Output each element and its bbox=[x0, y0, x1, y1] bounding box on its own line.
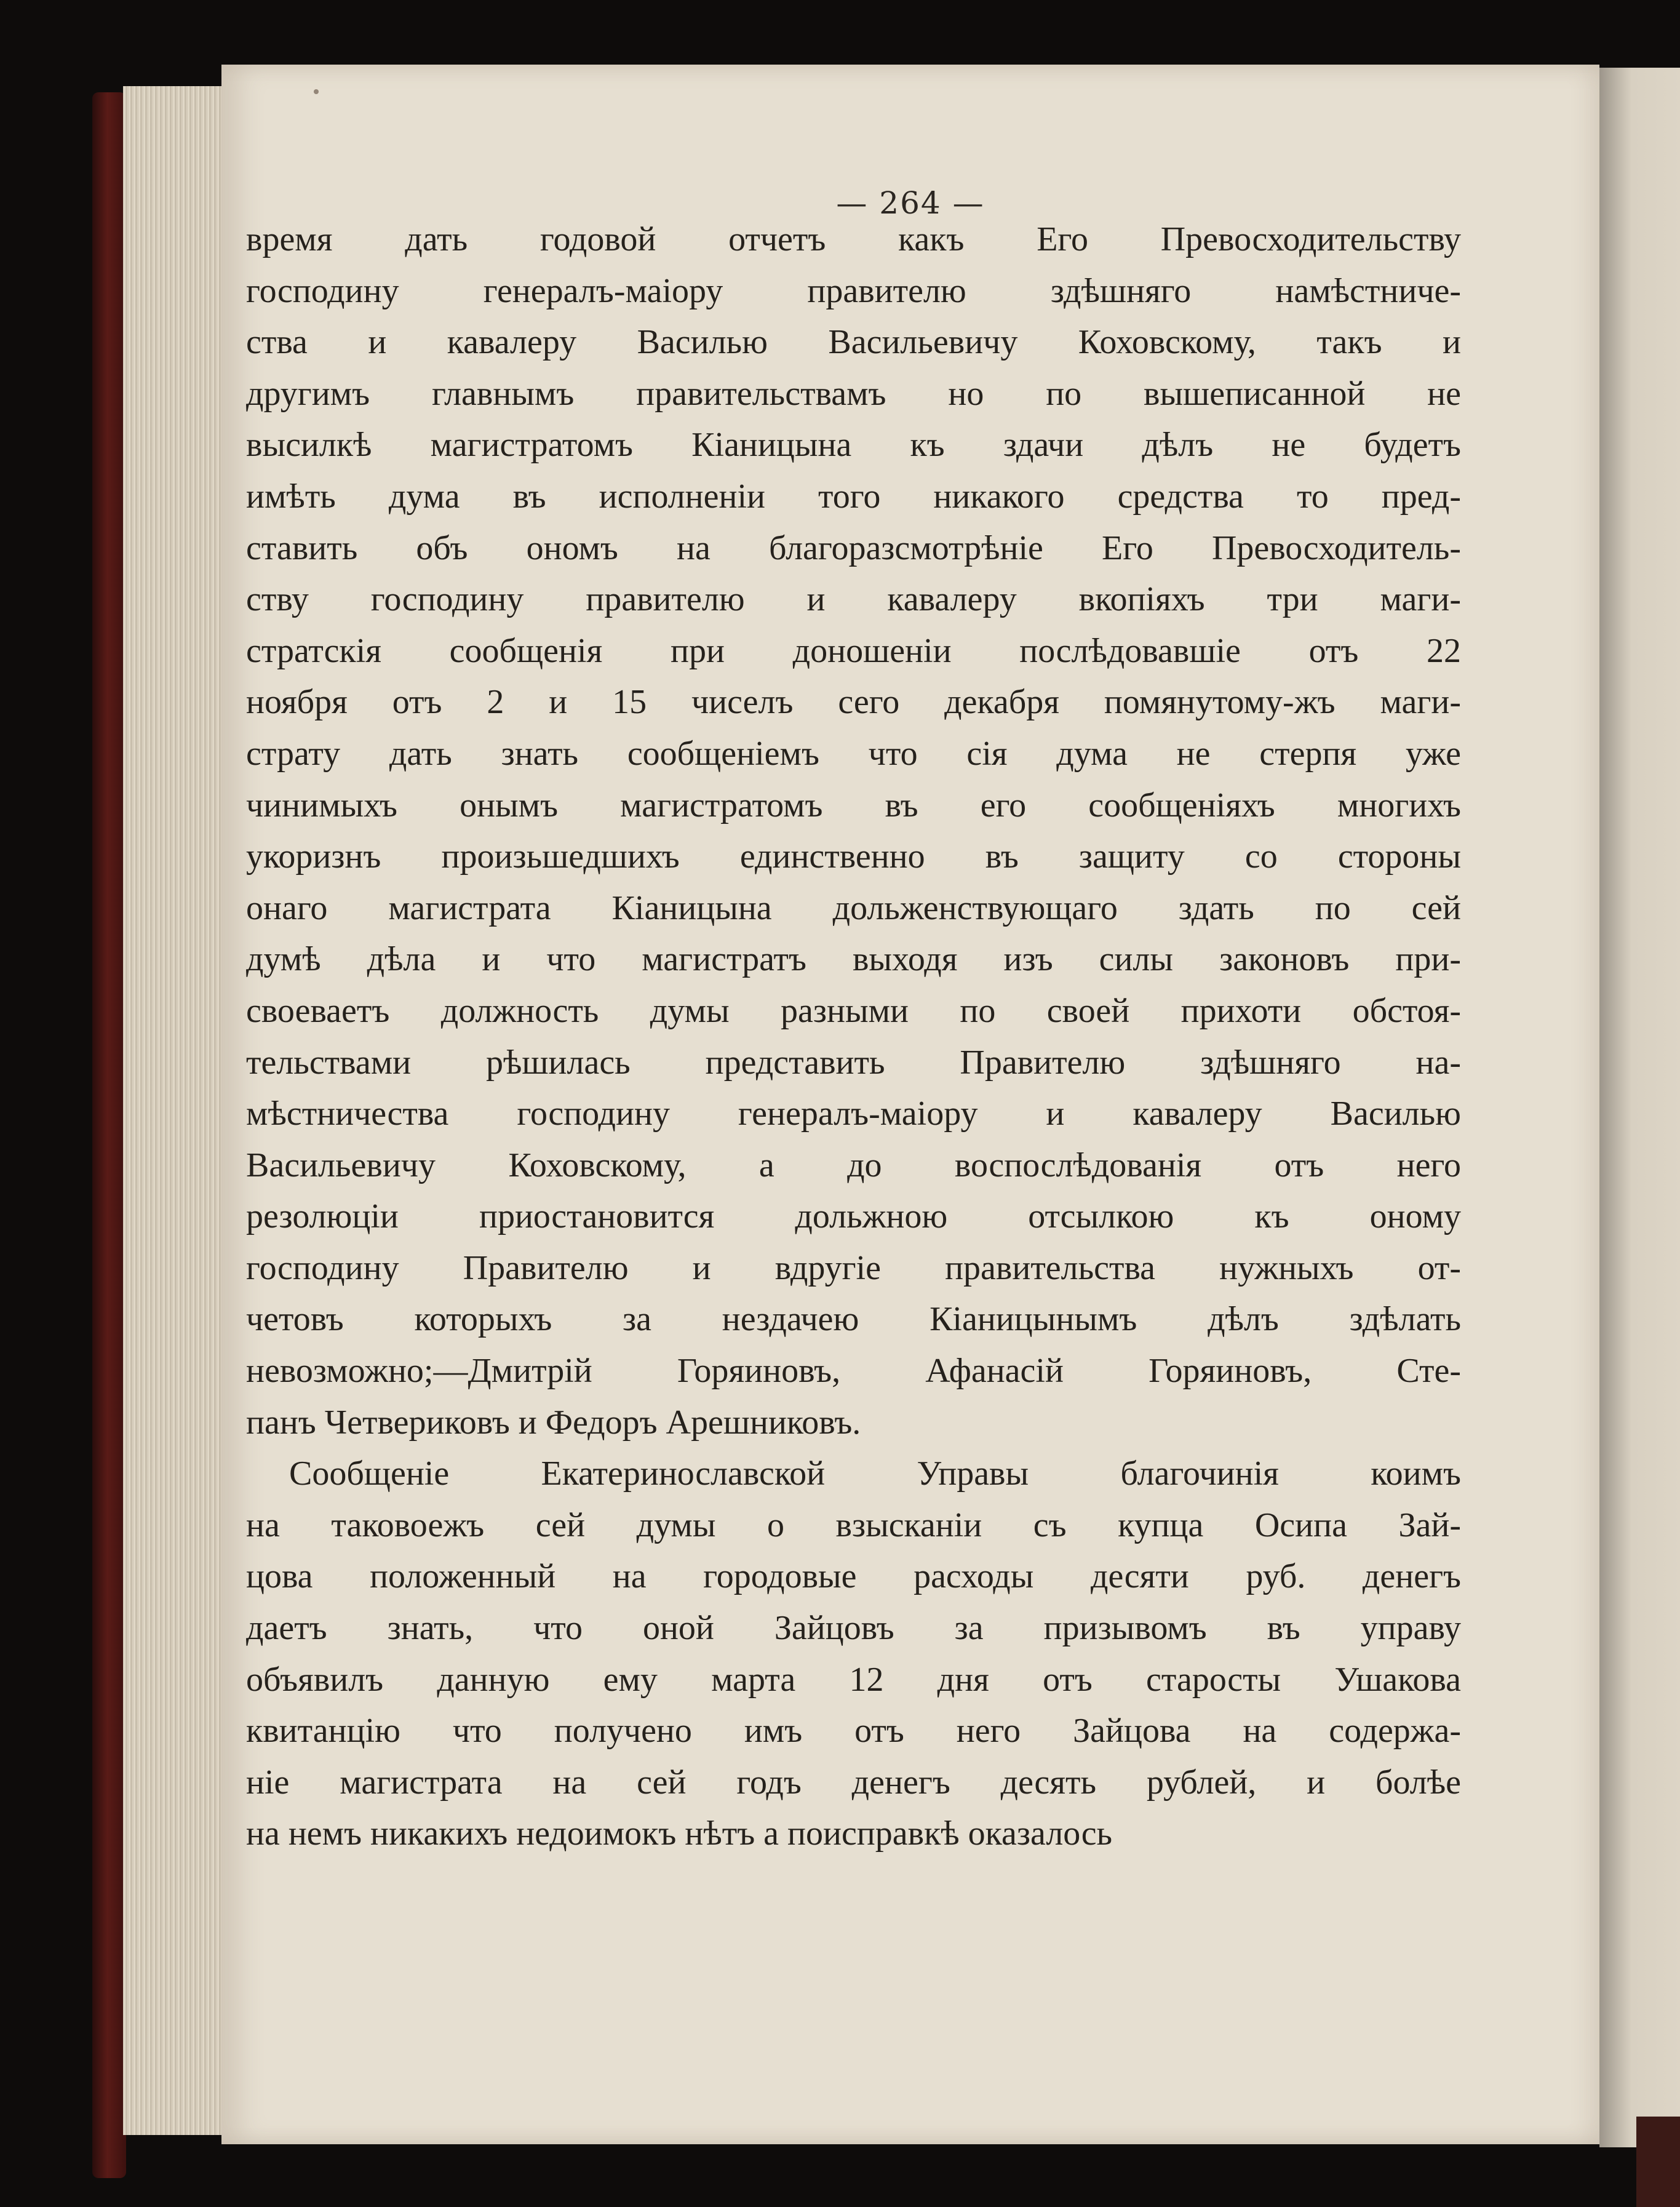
text-line: имѣть дума въ исполненіи того никакого средства то пред- bbox=[246, 477, 1461, 516]
text-line: ноября отъ 2 и 15 чиселъ сего декабря помянутому-жъ маги- bbox=[246, 683, 1461, 722]
adjacent-page-edge bbox=[1599, 68, 1680, 2147]
text-line: время дать годовой отчетъ какъ Его Превосходительству bbox=[246, 220, 1461, 258]
book-cover-corner bbox=[1636, 2117, 1680, 2207]
text-line: Васильевичу Коховскому, а до воспослѣдованія отъ него bbox=[246, 1146, 1461, 1184]
page-number: — 264 — bbox=[836, 185, 985, 221]
body-text bbox=[246, 214, 1461, 1860]
text-line: цова положенный на городовые расходы десяти руб. денегъ bbox=[246, 1557, 1461, 1596]
paper-speck bbox=[314, 89, 319, 94]
text-line: резолюціи приостановится дольжною отсылкою къ оному bbox=[246, 1197, 1461, 1236]
text-line: укоризнъ произьшедшихъ единственно въ защиту со стороны bbox=[246, 837, 1461, 876]
text-line: своеваетъ должность думы разными по своей прихоти обстоя- bbox=[246, 991, 1461, 1030]
text-line: четовъ которыхъ за нездачею Кіаницынымъ дѣлъ здѣлать bbox=[246, 1300, 1461, 1339]
text-line: на таковоежъ сей думы о взысканіи съ купца Осипа Зай- bbox=[246, 1506, 1461, 1544]
text-line: Сообщеніе Екатеринославской Управы благочинія коимъ bbox=[289, 1455, 1461, 1493]
text-line: тельствами рѣшилась представить Правителю здѣшняго на- bbox=[246, 1043, 1461, 1082]
text-line: панъ Четвериковъ и Федоръ Арешниковъ. bbox=[246, 1403, 861, 1442]
text-line: квитанцію что получено имъ отъ него Зайцова на содержа- bbox=[246, 1712, 1461, 1750]
text-line: высилкѣ магистратомъ Кіаницына къ здачи дѣлъ не будетъ bbox=[246, 426, 1461, 465]
text-line: онаго магистрата Кіаницына дольженствующаго здать по сей bbox=[246, 888, 1461, 927]
text-line: другимъ главнымъ правительствамъ но по вышеписанной не bbox=[246, 374, 1461, 413]
text-line: господину Правителю и вдругіе правительства нужныхъ от- bbox=[246, 1248, 1461, 1287]
text-line: стратскія сообщенія при доношеніи послѣдовавшіе отъ 22 bbox=[246, 631, 1461, 670]
text-line: ставить объ ономъ на благоразсмотрѣніе Его Превосходитель- bbox=[246, 529, 1461, 567]
text-line: мѣстничества господину генералъ-маіору и кавалеру Василью bbox=[246, 1095, 1461, 1133]
text-line: невозможно;—Дмитрій Горяиновъ, Афанасій Горяиновъ, Сте- bbox=[246, 1352, 1461, 1391]
text-line: объявилъ данную ему марта 12 дня отъ старосты Ушакова bbox=[246, 1660, 1461, 1699]
text-line: чинимыхъ онымъ магистратомъ въ его сообщеніяхъ многихъ bbox=[246, 786, 1461, 824]
text-line: на немъ никакихъ недоимокъ нѣтъ а поисправкѣ оказалось bbox=[246, 1814, 1113, 1853]
text-line: ства и кавалеру Василью Васильевичу Коховскому, такъ и bbox=[246, 323, 1461, 362]
text-line: ству господину правителю и кавалеру вкопіяхъ три маги- bbox=[246, 580, 1461, 619]
text-line: даетъ знать, что оной Зайцовъ за призывомъ въ управу bbox=[246, 1609, 1461, 1648]
text-line: страту дать знать сообщеніемъ что сія дума не стерпя уже bbox=[246, 734, 1461, 773]
text-line: господину генералъ-маіору правителю здѣшняго намѣстниче- bbox=[246, 271, 1461, 310]
text-line: ніе магистрата на сей годъ денегъ десять рублей, и болѣе bbox=[246, 1763, 1461, 1802]
book-spine bbox=[92, 92, 126, 2178]
text-line: думѣ дѣла и что магистратъ выходя изъ силы законовъ при- bbox=[246, 940, 1461, 979]
